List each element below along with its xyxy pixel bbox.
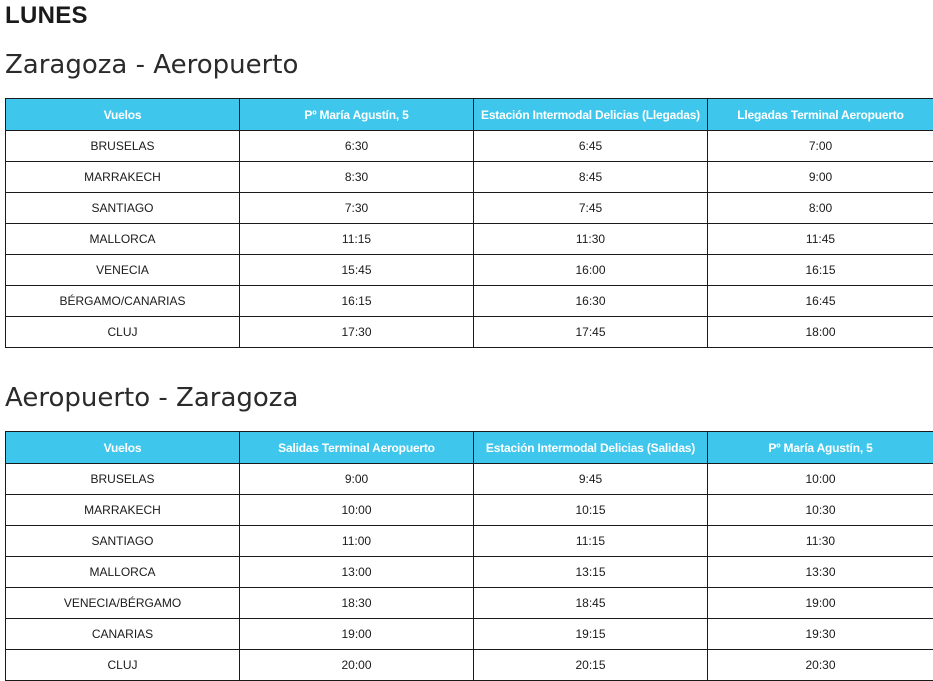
time-cell: 15:45 [240,255,474,286]
time-cell: 20:00 [240,650,474,681]
flight-cell: VENECIA [6,255,240,286]
column-header-stop-3: Llegadas Terminal Aeropuerto [708,99,933,131]
column-header-stop-2: Estación Intermodal Delicias (Salidas) [474,432,708,464]
time-cell: 9:00 [240,464,474,495]
time-cell: 13:00 [240,557,474,588]
time-cell: 8:00 [708,193,933,224]
table-row [6,255,933,286]
table-row [6,317,933,348]
time-cell: 9:45 [474,464,708,495]
table-row [6,619,933,650]
time-cell: 11:15 [240,224,474,255]
time-cell: 13:30 [708,557,933,588]
time-cell: 11:15 [474,526,708,557]
time-cell: 6:30 [240,131,474,162]
flight-cell: CLUJ [6,317,240,348]
day-title: LUNES [5,0,88,32]
column-header-flights: Vuelos [6,432,240,464]
table-row [6,286,933,317]
column-header-stop-3: Pº María Agustín, 5 [708,432,933,464]
time-cell: 11:30 [474,224,708,255]
time-cell: 7:00 [708,131,933,162]
time-cell: 16:45 [708,286,933,317]
flight-cell: BRUSELAS [6,464,240,495]
flight-cell: MALLORCA [6,224,240,255]
flight-cell: MARRAKECH [6,162,240,193]
time-cell: 10:00 [240,495,474,526]
time-cell: 16:00 [474,255,708,286]
time-cell: 16:30 [474,286,708,317]
section-title-zaragoza-aeropuerto: Zaragoza - Aeropuerto [5,48,298,82]
column-header-stop-1: Salidas Terminal Aeropuerto [240,432,474,464]
flight-cell: MARRAKECH [6,495,240,526]
schedule-table-aeropuerto-zaragoza [5,431,933,681]
table-row [6,557,933,588]
flight-cell: SANTIAGO [6,526,240,557]
flight-cell: CANARIAS [6,619,240,650]
time-cell: 17:30 [240,317,474,348]
time-cell: 19:30 [708,619,933,650]
time-cell: 11:00 [240,526,474,557]
time-cell: 19:15 [474,619,708,650]
table-row [6,224,933,255]
time-cell: 13:15 [474,557,708,588]
time-cell: 7:45 [474,193,708,224]
table-row [6,464,933,495]
time-cell: 20:30 [708,650,933,681]
table-row [6,162,933,193]
time-cell: 11:30 [708,526,933,557]
flight-cell: BRUSELAS [6,131,240,162]
section-title-aeropuerto-zaragoza: Aeropuerto - Zaragoza [5,381,298,415]
time-cell: 19:00 [240,619,474,650]
time-cell: 10:15 [474,495,708,526]
column-header-flights: Vuelos [6,99,240,131]
flight-cell: BÉRGAMO/CANARIAS [6,286,240,317]
time-cell: 6:45 [474,131,708,162]
table-header-row [6,432,933,464]
table-row [6,131,933,162]
time-cell: 16:15 [240,286,474,317]
table-header-row [6,99,933,131]
time-cell: 17:45 [474,317,708,348]
time-cell: 18:00 [708,317,933,348]
time-cell: 8:45 [474,162,708,193]
time-cell: 11:45 [708,224,933,255]
table-row [6,193,933,224]
time-cell: 19:00 [708,588,933,619]
time-cell: 18:45 [474,588,708,619]
column-header-stop-2: Estación Intermodal Delicias (Llegadas) [474,99,708,131]
time-cell: 18:30 [240,588,474,619]
time-cell: 7:30 [240,193,474,224]
time-cell: 10:00 [708,464,933,495]
table-row [6,650,933,681]
flight-cell: MALLORCA [6,557,240,588]
time-cell: 10:30 [708,495,933,526]
flight-cell: VENECIA/BÉRGAMO [6,588,240,619]
table-row [6,526,933,557]
time-cell: 8:30 [240,162,474,193]
time-cell: 9:00 [708,162,933,193]
column-header-stop-1: Pº María Agustín, 5 [240,99,474,131]
flight-cell: SANTIAGO [6,193,240,224]
time-cell: 20:15 [474,650,708,681]
table-row [6,588,933,619]
flight-cell: CLUJ [6,650,240,681]
schedule-table-zaragoza-aeropuerto [5,98,933,348]
time-cell: 16:15 [708,255,933,286]
table-row [6,495,933,526]
